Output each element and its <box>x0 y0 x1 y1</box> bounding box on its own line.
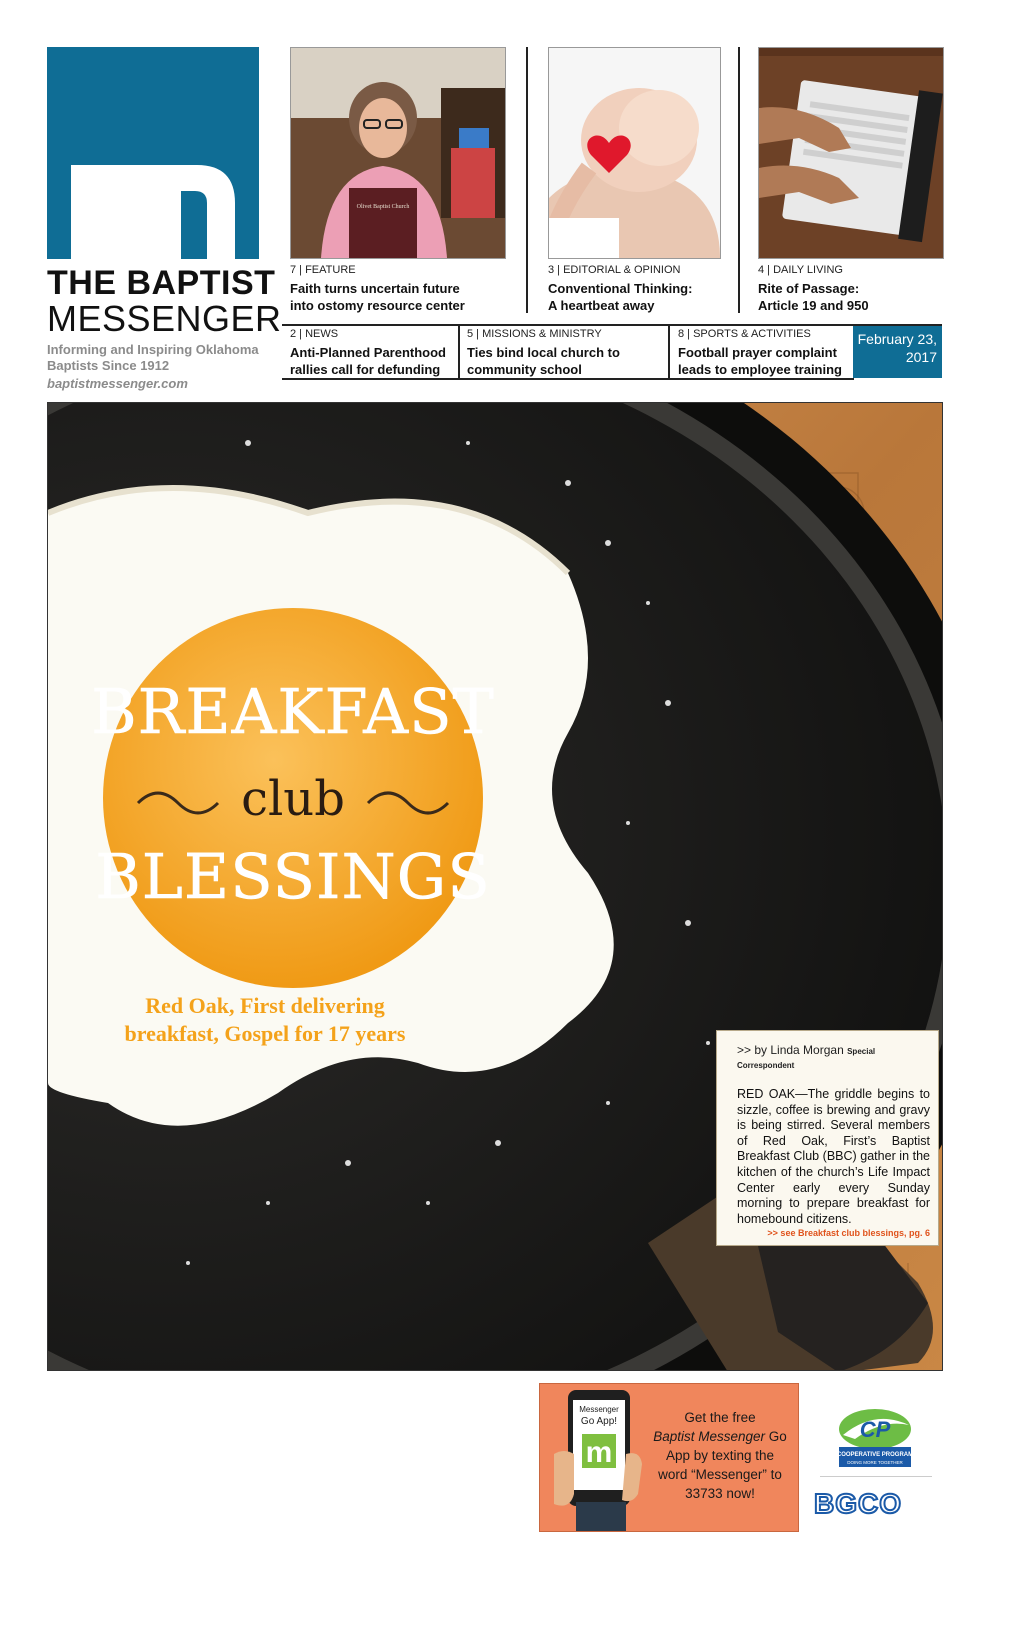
logo-divider <box>820 1476 932 1477</box>
headline-line: Faith turns uncertain future <box>290 281 460 296</box>
hero-subheadline <box>85 992 445 1048</box>
promo-line: App by texting the <box>665 1448 775 1463</box>
issue-date-line: February 23, <box>857 331 937 347</box>
svg-text:Messenger: Messenger <box>579 1405 619 1414</box>
promo-line <box>645 1427 795 1446</box>
daily-living-photo-laptop[interactable] <box>758 47 944 259</box>
headline-line: Football prayer complaint <box>678 345 837 360</box>
woman-in-apron-image <box>291 48 505 258</box>
teaser-kicker: 4 | DAILY LIVING <box>758 264 843 276</box>
hero-title-word2: club <box>241 771 345 827</box>
svg-text:Olivet Baptist Church: Olivet Baptist Church <box>356 204 410 210</box>
teaser-kicker: 7 | FEATURE <box>290 264 356 276</box>
svg-text:Go App!: Go App! <box>580 1416 618 1427</box>
hands-on-laptop-image <box>759 48 943 258</box>
jump-line-link[interactable]: >> see Breakfast club blessings, pg. 6 <box>767 1228 930 1239</box>
byline <box>737 1043 930 1071</box>
promo-app-name: Baptist Messenger <box>653 1429 766 1444</box>
section-rule <box>282 378 854 380</box>
headline-line: Anti-Planned Parenthood <box>290 345 446 360</box>
promo-line: word “Messenger” to <box>658 1467 782 1482</box>
tagline: Informing and Inspiring Oklahoma Baptists Since 1912 <box>47 342 259 373</box>
issue-date-line: 2017 <box>905 349 937 365</box>
feature-photo-woman-apron[interactable] <box>290 47 506 259</box>
teaser-headline-feature[interactable] <box>290 280 520 314</box>
cooperative-program-logo[interactable] <box>835 1405 915 1469</box>
headline-line: Conventional Thinking: <box>548 281 693 296</box>
teaser-kicker: 8 | SPORTS & ACTIVITIES <box>678 328 811 340</box>
website-link[interactable]: baptistmessenger.com <box>47 376 188 391</box>
teaser-headline-sports[interactable] <box>678 344 850 378</box>
teaser-kicker: 3 | EDITORIAL & OPINION <box>548 264 681 276</box>
hero-title-word1: BREAKFAST <box>91 675 495 748</box>
column-divider <box>738 47 740 313</box>
teaser-headline-missions[interactable] <box>467 344 662 378</box>
headline-line: rallies call for defunding <box>290 362 441 377</box>
promo-line: 33733 now! <box>685 1486 755 1501</box>
headline-line: leads to employee training <box>678 362 842 377</box>
byline-author: >> by Linda Morgan <box>737 1043 844 1057</box>
editorial-photo-hands-heart[interactable] <box>548 47 721 259</box>
column-divider <box>668 326 670 378</box>
column-divider <box>458 326 460 378</box>
teaser-headline-daily-living[interactable] <box>758 280 942 314</box>
svg-text:DOING MORE TOGETHER: DOING MORE TOGETHER <box>847 1460 903 1465</box>
headline-line: community school <box>467 362 582 377</box>
issue-date <box>853 326 942 378</box>
headline-line: into ostomy resource center <box>290 298 465 313</box>
teaser-headline-news[interactable] <box>290 344 455 378</box>
hero-title-word3: BLESSINGS <box>95 840 491 913</box>
teaser-kicker: 2 | NEWS <box>290 328 339 340</box>
teaser-kicker: 5 | MISSIONS & MINISTRY <box>467 328 602 340</box>
subheadline-line: Red Oak, First delivering <box>145 993 385 1018</box>
publication-name-line1: THE BAPTIST <box>47 264 276 302</box>
masthead-logo[interactable] <box>47 47 259 259</box>
promo-app-name-suffix: Go <box>768 1429 787 1444</box>
promo-line: Get the free <box>684 1410 756 1425</box>
svg-text:m: m <box>585 1436 613 1469</box>
story-lede: RED OAK—The griddle begins to sizzle, coffee is brewing and gravy is being stirred. Several members of Red Oak, First’s Baptist Breakfast Club (BBC) gather in the kitchen of the church’s Life Impact Center early every Sunday morning to prepare breakfast for homebound citizens. <box>737 1087 930 1226</box>
headline-line: Rite of Passage: <box>758 281 860 296</box>
svg-text:CP: CP <box>859 1417 891 1442</box>
hands-holding-heart-image <box>549 48 720 258</box>
section-rule <box>282 324 942 326</box>
headline-line: Ties bind local church to <box>467 345 620 360</box>
column-divider <box>526 47 528 313</box>
teaser-headline-editorial[interactable] <box>548 280 733 314</box>
app-promo-text <box>645 1408 795 1503</box>
svg-text:BGCO: BGCO <box>814 1488 902 1519</box>
subheadline-line: breakfast, Gospel for 17 years <box>124 1021 406 1046</box>
bgco-logo[interactable] <box>812 1485 940 1519</box>
headline-line: Article 19 and 950 <box>758 298 869 313</box>
story-box <box>716 1030 939 1246</box>
svg-text:COOPERATIVE PROGRAM: COOPERATIVE PROGRAM <box>836 1452 914 1458</box>
m-logo-icon <box>47 47 259 259</box>
publication-name-line2: MESSENGER <box>47 298 282 339</box>
headline-line: A heartbeat away <box>548 298 655 313</box>
byline-role: Special Correspondent <box>737 1047 876 1070</box>
